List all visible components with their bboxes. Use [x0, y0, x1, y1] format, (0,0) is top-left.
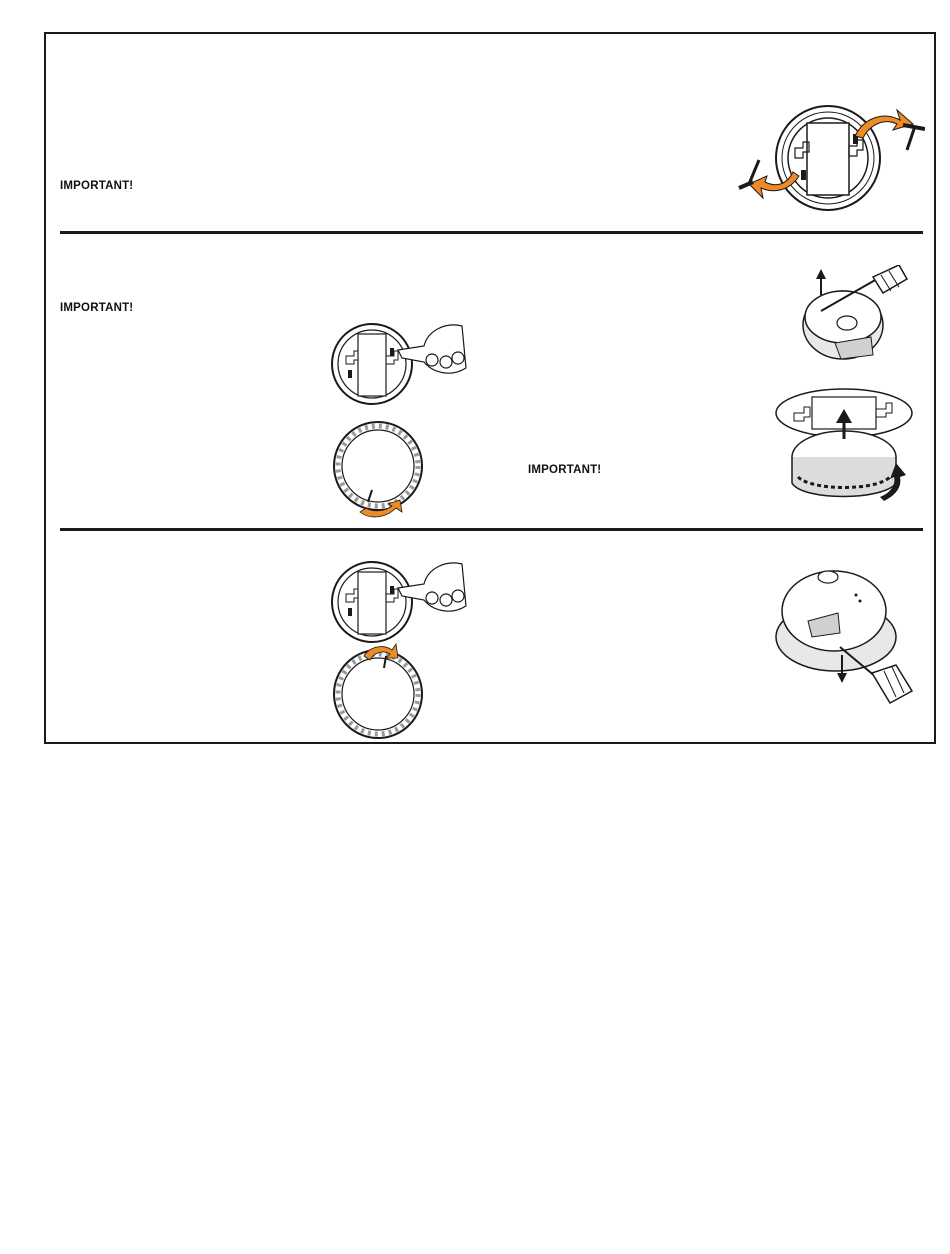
important-label-section-2-left: IMPORTANT! [60, 302, 134, 314]
section-divider-2 [60, 528, 923, 531]
important-label-section-1: IMPORTANT! [60, 180, 134, 192]
base-plate-screws-figure [735, 98, 925, 223]
section-divider-1 [60, 231, 923, 234]
ring-tab-lock-figure [330, 642, 430, 742]
important-label-section-2-right: IMPORTANT! [528, 464, 602, 476]
ring-tab-release-figure [330, 420, 430, 520]
tool-lift-tab-figure [328, 318, 468, 410]
screwdriver-lift-alarm-figure [795, 265, 915, 375]
screwdriver-lock-alarm-figure [772, 565, 920, 710]
tool-press-tab-figure [328, 556, 468, 648]
alarm-twist-off-base-figure [772, 383, 920, 513]
